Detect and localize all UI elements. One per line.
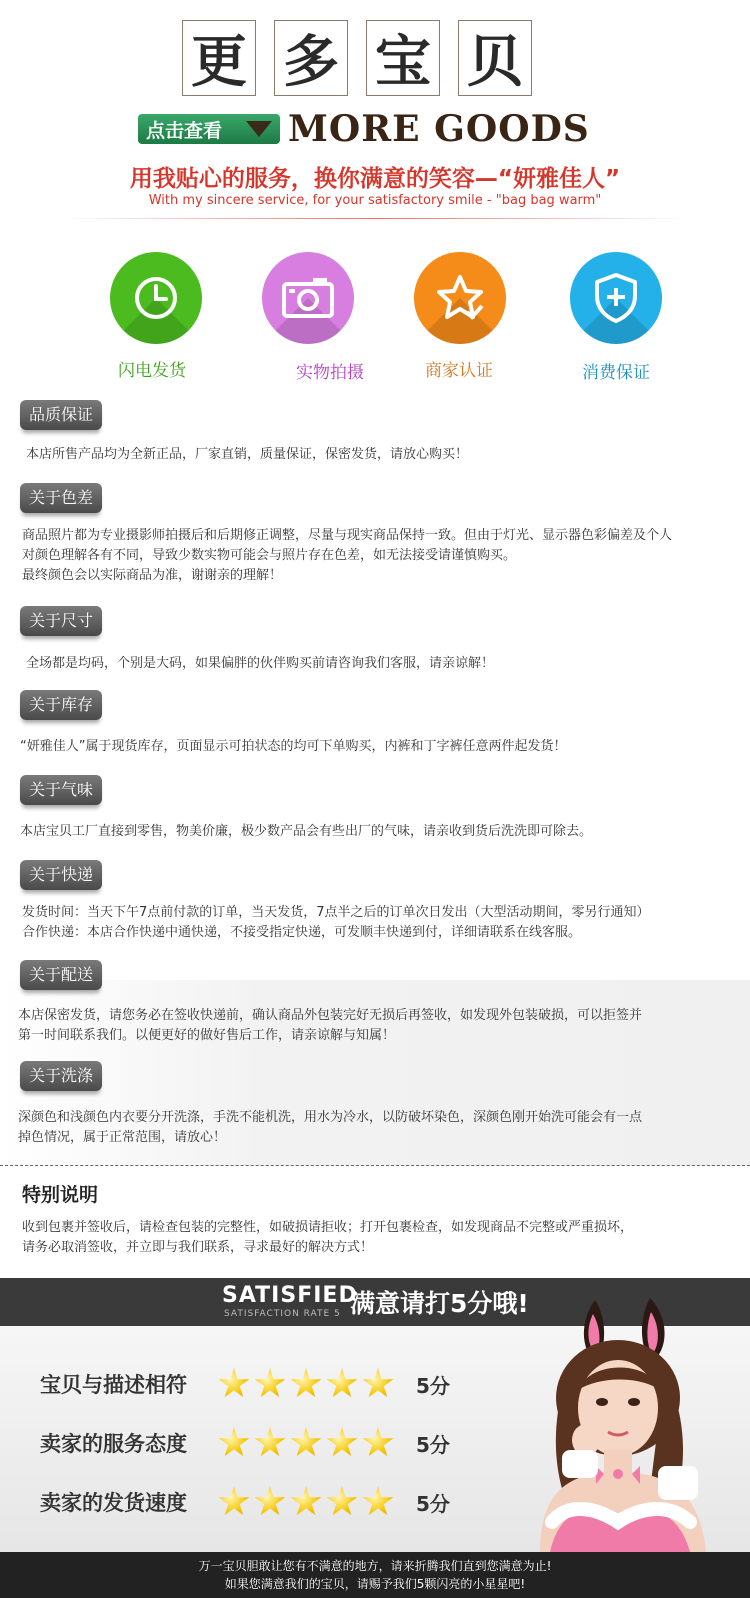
section-text-size xyxy=(26,654,726,674)
section-line: 掉色情况，属于正常范围，请放心！ xyxy=(18,1130,227,1145)
section-tag-stock: 关于库存 xyxy=(20,690,102,720)
section-tag-delivery: 关于配送 xyxy=(20,960,102,990)
section-tag-washing: 关于洗涤 xyxy=(20,1061,102,1091)
rating-score: 5分 xyxy=(416,1373,450,1398)
shield-plus-icon xyxy=(570,252,662,344)
star-icon[interactable] xyxy=(254,1486,286,1518)
section-tag-express: 关于快递 xyxy=(20,860,102,890)
section-text-color xyxy=(22,526,722,586)
slogan-cn: 用我贴心的服务，换你满意的笑容—“妍雅佳人” xyxy=(129,166,621,192)
star-icon[interactable] xyxy=(326,1427,358,1459)
section-text-quality xyxy=(26,445,726,465)
feature-label-fast-shipping: 闪电发货 xyxy=(118,361,186,381)
satisfied-cn: 满意请打5分哦! xyxy=(350,1289,529,1318)
star-rating[interactable] xyxy=(218,1368,394,1400)
star-icon[interactable] xyxy=(290,1368,322,1400)
section-line: 本店所售产品均为全新正品，厂家直销，质量保证，保密发货，请放心购买！ xyxy=(26,447,469,462)
star-icon[interactable] xyxy=(362,1486,394,1518)
slogan-en: With my sincere service, for your satisfactory smile - "bag bag warm" xyxy=(148,193,602,208)
star-icon[interactable] xyxy=(254,1368,286,1400)
section-line: 深颜色和浅颜色内衣要分开洗涤，手洗不能机洗，用水为冷水，以防破坏染色，深颜色刚开始洗可能会有一点 xyxy=(18,1110,643,1125)
feature-real-photo xyxy=(262,252,354,344)
rating-score: 5分 xyxy=(416,1432,450,1457)
star-icon[interactable] xyxy=(362,1427,394,1459)
section-tag-smell: 关于气味 xyxy=(20,775,102,805)
star-icon[interactable] xyxy=(326,1368,358,1400)
view-more-label: 点击查看 xyxy=(146,119,223,142)
section-line: 商品照片都为专业摄影师拍摄后和后期修正调整，尽量与现实商品保持一致。但由于灯光、显示器色彩偏差及个人 xyxy=(22,528,673,543)
rating-score: 5分 xyxy=(416,1491,450,1516)
section-divider xyxy=(0,1165,750,1166)
star-icon[interactable] xyxy=(254,1427,286,1459)
star-icon[interactable] xyxy=(218,1368,250,1400)
star-icon[interactable] xyxy=(290,1427,322,1459)
star-icon[interactable] xyxy=(326,1486,358,1518)
title-char: 更 xyxy=(182,20,256,96)
feature-label-real-photo: 实物拍摄 xyxy=(296,363,364,383)
special-line: 请务必取消签收，并立即与我们联系，寻求最好的解决方式！ xyxy=(22,1240,374,1255)
special-note-title: 特别说明 xyxy=(22,1184,99,1206)
feature-consumer-guarantee xyxy=(570,252,662,344)
star-icon[interactable] xyxy=(362,1368,394,1400)
section-text-smell xyxy=(20,822,720,842)
title-char: 贝 xyxy=(458,20,532,96)
section-line: “妍雅佳人”属于现货库存，页面显示可拍状态的均可下单购买，内裤和丁字裤任意两件起发货！ xyxy=(20,739,567,754)
satisfied-sub: SATISFACTION RATE 5 xyxy=(224,1309,341,1319)
title-char: 宝 xyxy=(366,20,440,96)
rating-row-description xyxy=(40,1364,450,1404)
footer-line: 如果您满意我们的宝贝，请赐予我们5颗闪亮的小星星吧! xyxy=(224,1577,526,1591)
section-line: 对颜色理解各有不同，导致少数实物可能会与照片存在色差，如无法接受请谨慎购买。 xyxy=(22,548,517,563)
model-photo xyxy=(500,1290,750,1552)
feature-fast-shipping xyxy=(110,252,202,344)
rating-label: 卖家的服务态度 xyxy=(40,1432,187,1456)
section-line: 本店保密发货，请您务必在签收快递前，确认商品外包装完好无损后再签收，如发现外包装破损，可以拒签并 xyxy=(18,1008,643,1023)
title-row xyxy=(182,20,542,98)
satisfied-en: SATISFIED xyxy=(222,1283,358,1308)
special-line: 收到包裹并签收后，请检查包装的完整性，如破损请拒收；打开包裹检查，如发现商品不完整或严重损坏， xyxy=(22,1220,634,1235)
section-line: 最终颜色会以实际商品为准，谢谢亲的理解！ xyxy=(22,568,283,583)
feature-label-consumer-guarantee: 消费保证 xyxy=(582,363,650,383)
star-rating[interactable] xyxy=(218,1486,394,1518)
rating-row-service xyxy=(40,1423,450,1463)
star-icon[interactable] xyxy=(218,1486,250,1518)
footer-line: 万一宝贝胆敢让您有不满意的地方，请来折腾我们直到您满意为止! xyxy=(198,1559,552,1573)
section-text-express xyxy=(22,903,722,943)
section-text-delivery xyxy=(18,1006,718,1046)
special-note-text xyxy=(22,1218,633,1258)
star-icon[interactable] xyxy=(290,1486,322,1518)
section-tag-quality: 品质保证 xyxy=(20,400,102,430)
section-line: 发货时间：当天下午7点前付款的订单，当天发货，7点半之后的订单次日发出（大型活动期间，零另行通知） xyxy=(22,905,650,920)
section-tag-size: 关于尺寸 xyxy=(20,606,102,636)
title-char: 多 xyxy=(274,20,348,96)
rating-label: 宝贝与描述相符 xyxy=(40,1373,187,1397)
view-more-button[interactable] xyxy=(138,114,280,144)
rating-label: 卖家的发货速度 xyxy=(40,1491,187,1515)
footer xyxy=(0,1552,750,1598)
slogan-divider xyxy=(60,218,690,219)
feature-label-merchant-certified: 商家认证 xyxy=(425,361,493,381)
dropdown-arrow-icon xyxy=(246,121,272,137)
clock-icon xyxy=(110,252,202,344)
rating-row-shipping-speed xyxy=(40,1482,450,1522)
star-icon[interactable] xyxy=(218,1427,250,1459)
section-tag-color: 关于色差 xyxy=(20,483,102,513)
section-line: 合作快递：本店合作快递中通快递，不接受指定快递，可发顺丰快递到付，详细请联系在线客服。 xyxy=(22,925,582,940)
section-line: 第一时间联系我们。以便更好的做好售后工作，请亲谅解与知属！ xyxy=(18,1028,396,1043)
feature-merchant-certified xyxy=(414,252,506,344)
star-rating[interactable] xyxy=(218,1427,394,1459)
section-line: 本店宝贝工厂直接到零售，物美价廉，极少数产品会有些出厂的气味，请亲收到货后洗洗即可除去。 xyxy=(20,824,593,839)
section-text-washing xyxy=(18,1108,718,1148)
section-text-stock xyxy=(20,737,720,757)
section-line: 全场都是均码，个别是大码，如果偏胖的伙伴购买前请咨询我们客服，请亲谅解！ xyxy=(26,656,495,671)
camera-icon xyxy=(262,252,354,344)
more-goods-heading: MORE GOODS xyxy=(288,108,590,150)
star-check-icon xyxy=(414,252,506,344)
